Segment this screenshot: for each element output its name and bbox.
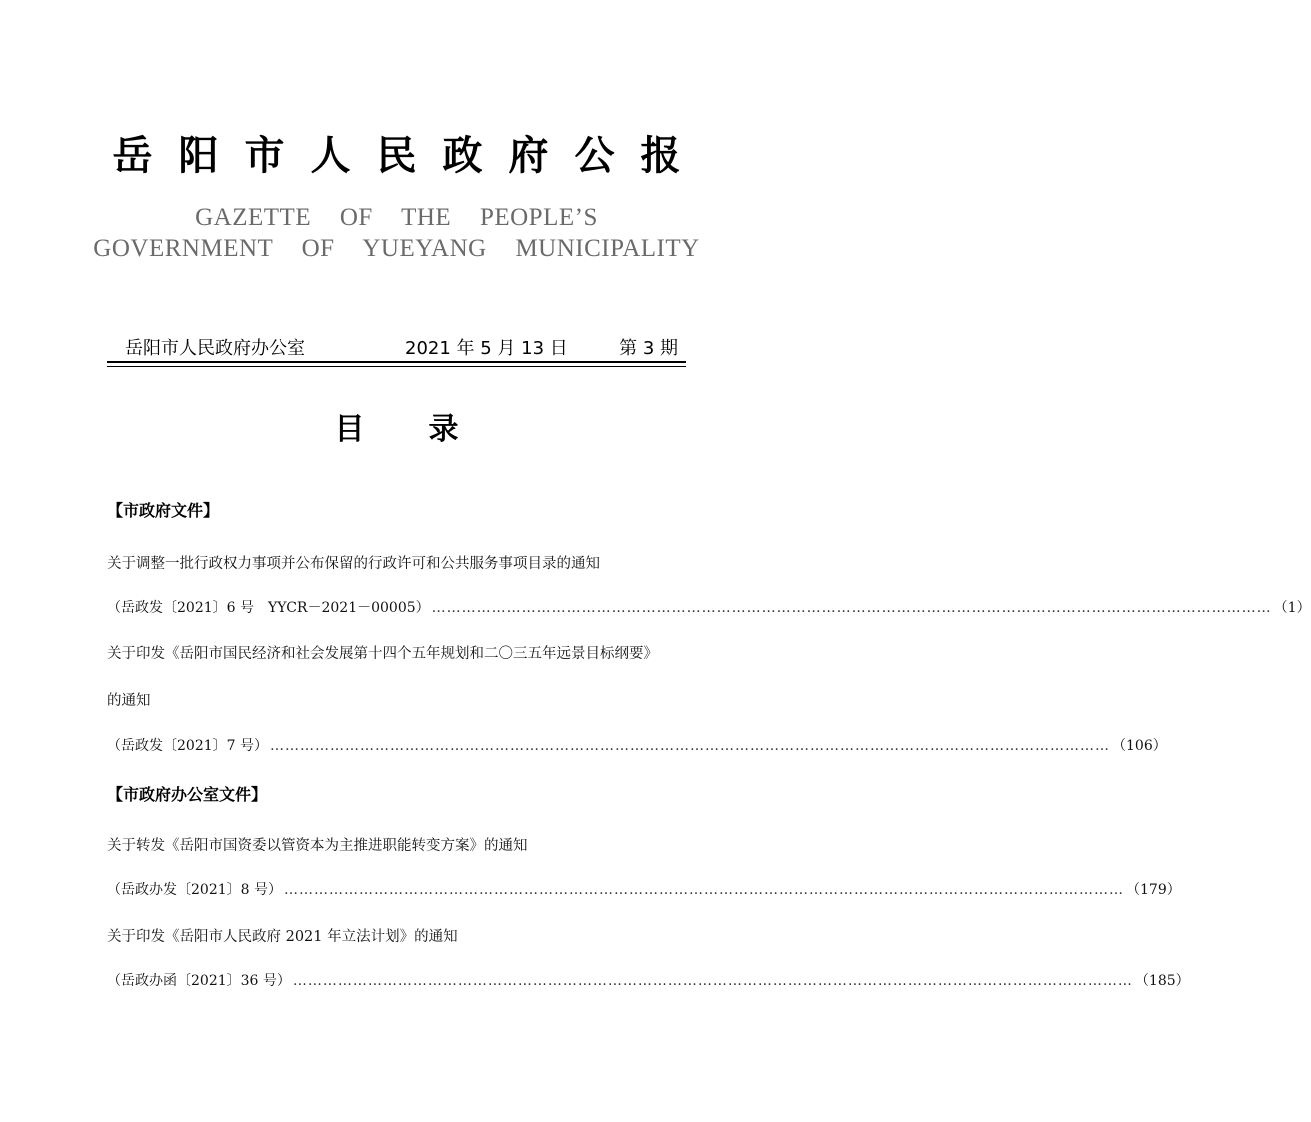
toc-section-title: 【市政府文件】 — [107, 501, 220, 520]
issuer: 岳阳市人民政府办公室 — [125, 338, 305, 359]
toc-item-doc-number: （岳政办发〔2021〕8 号） — [107, 882, 282, 898]
gazette-title-cn: 岳阳市人民政府公报 — [112, 133, 707, 179]
toc-heading-char-2: 录 — [428, 412, 459, 447]
toc-leader-dots: …………………………………………………………………………………………………………………………………………………… — [292, 973, 1133, 989]
toc-item-title[interactable]: 关于调整一批行政权力事项并公布保留的行政许可和公共服务事项目录的通知 — [107, 556, 600, 572]
toc-item-title[interactable]: 关于转发《岳阳市国资委以管资本为主推进职能转变方案》的通知 — [107, 838, 528, 854]
masthead — [0, 128, 793, 264]
gazette-title-en-line2: GOVERNMENT OF YUEYANG MUNICIPALITY — [93, 235, 700, 262]
toc-item-title[interactable]: 关于印发《岳阳市国民经济和社会发展第十四个五年规划和二〇三五年远景目标纲要》 — [107, 646, 658, 662]
toc-leader-dots: …………………………………………………………………………………………………………………………………………………… — [270, 738, 1110, 754]
issue-date: 2021 年 5 月 13 日 — [405, 338, 568, 359]
toc-item-doc-number: （岳政发〔2021〕6 号 YYCR－2021－00005） — [107, 600, 430, 616]
toc-item-ref-row[interactable] — [107, 735, 1167, 755]
toc-heading-char-1: 目 — [334, 412, 365, 447]
issue-info-bar — [107, 334, 686, 360]
toc-item-ref-row[interactable] — [107, 597, 1311, 617]
toc-item-doc-number: （岳政办函〔2021〕36 号） — [107, 973, 291, 989]
toc-item-doc-number: （岳政发〔2021〕7 号） — [107, 738, 268, 754]
gazette-title-en-line1: GAZETTE OF THE PEOPLE’S — [195, 204, 598, 231]
toc-leader-dots: …………………………………………………………………………………………………………………………………………………… — [431, 600, 1272, 616]
toc-item-page: （185） — [1134, 973, 1190, 989]
toc-item-page: （106） — [1112, 738, 1167, 754]
toc-item-page: （1） — [1273, 600, 1311, 616]
divider-thick — [107, 361, 686, 363]
toc-item-ref-row[interactable] — [107, 879, 1181, 899]
toc-item-title-continued[interactable]: 的通知 — [107, 693, 151, 709]
divider-thin — [107, 366, 686, 367]
toc-heading — [0, 404, 793, 448]
toc-item-ref-row[interactable] — [107, 970, 1190, 990]
toc-section-title: 【市政府办公室文件】 — [107, 785, 268, 804]
toc-leader-dots: …………………………………………………………………………………………………………………………………………………… — [284, 882, 1124, 898]
toc-item-title[interactable]: 关于印发《岳阳市人民政府 2021 年立法计划》的通知 — [107, 929, 458, 945]
issue-number: 第 3 期 — [619, 338, 678, 359]
toc-item-page: （179） — [1126, 882, 1181, 898]
